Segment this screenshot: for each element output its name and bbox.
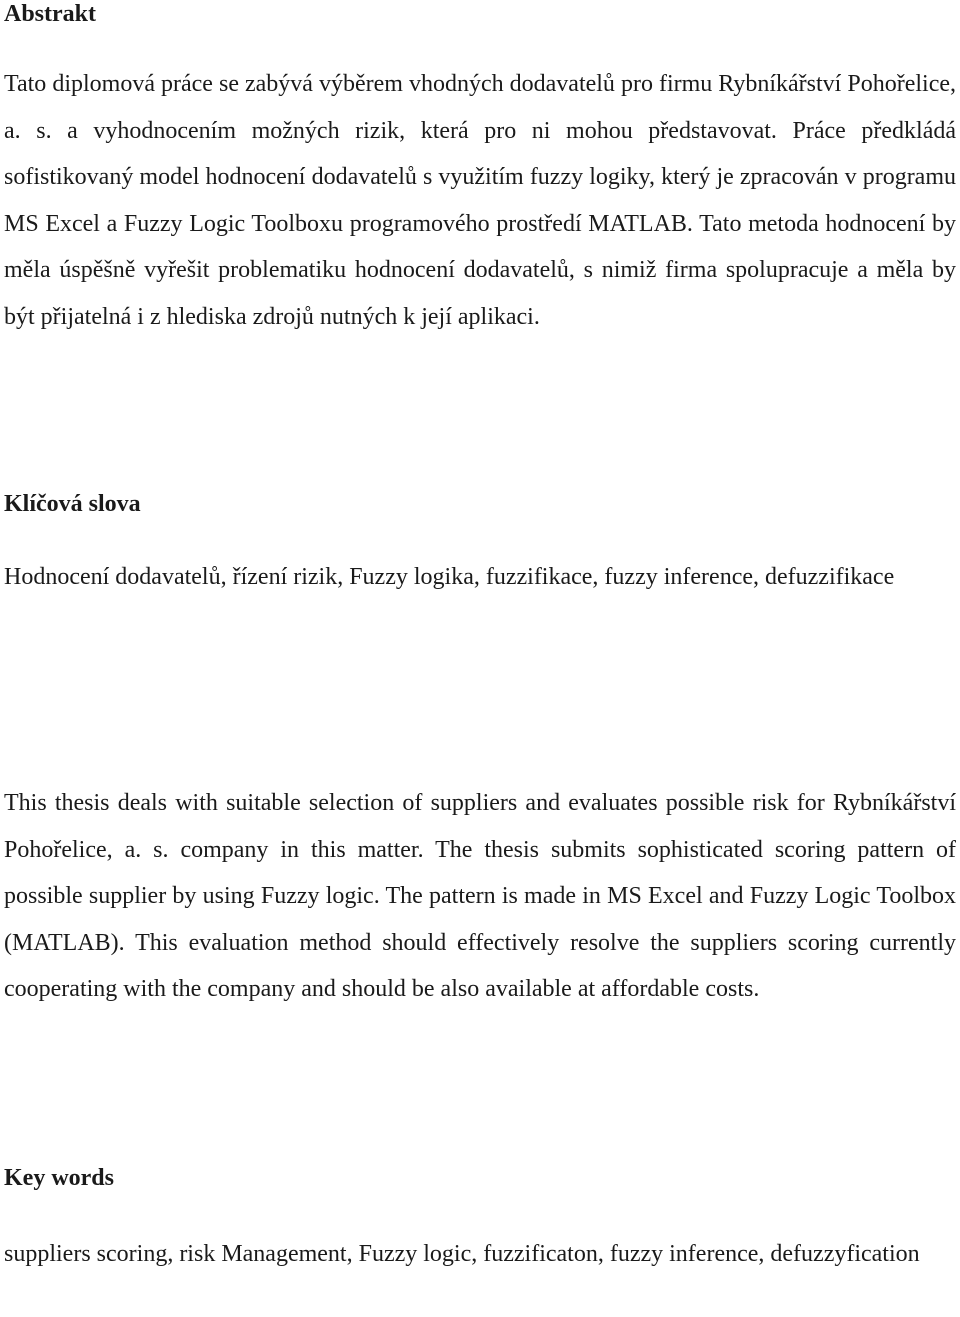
abstract-czech-paragraph: Tato diplomová práce se zabývá výběrem vhodných dodavatelů pro firmu Rybníkářství Pohořelice, a. s. a vyhodnocením možných rizik, která pro ni mohou představovat. Práce předkládá sofistikovaný model hodnocení dodavatelů s využitím fuzzy logiky, který je zpracován v programu MS Excel a Fuzzy Logic Toolboxu programového prostředí MATLAB. Tato metoda hodnocení by měla úspěšně vyřešit problematiku hodnocení dodavatelů, s nimiž firma spolupracuje a měla by být přijatelná i z hlediska zdrojů nutných k její aplikaci.	[4, 71, 956, 330]
keywords-czech-heading: Klíčová slova	[4, 491, 141, 517]
abstract-heading: Abstrakt	[4, 1, 97, 27]
keywords-english-heading: Key words	[4, 1165, 114, 1191]
keywords-english-paragraph: suppliers scoring, risk Management, Fuzzy logic, fuzzificaton, fuzzy inference, defuzzyfication	[4, 1241, 920, 1267]
keywords-czech-paragraph: Hodnocení dodavatelů, řízení rizik, Fuzzy logika, fuzzifikace, fuzzy inference, defuzzifikace	[4, 564, 895, 590]
abstract-english-paragraph: This thesis deals with suitable selection of suppliers and evaluates possible risk for Rybníkářství Pohořelice, a. s. company in this matter. The thesis submits sophisticated scoring pattern of possible supplier by using Fuzzy logic. The pattern is made in MS Excel and Fuzzy Logic Toolbox (MATLAB). This evaluation method should effectively resolve the suppliers scoring currently cooperating with the company and should be also available at affordable costs.	[4, 790, 956, 1002]
